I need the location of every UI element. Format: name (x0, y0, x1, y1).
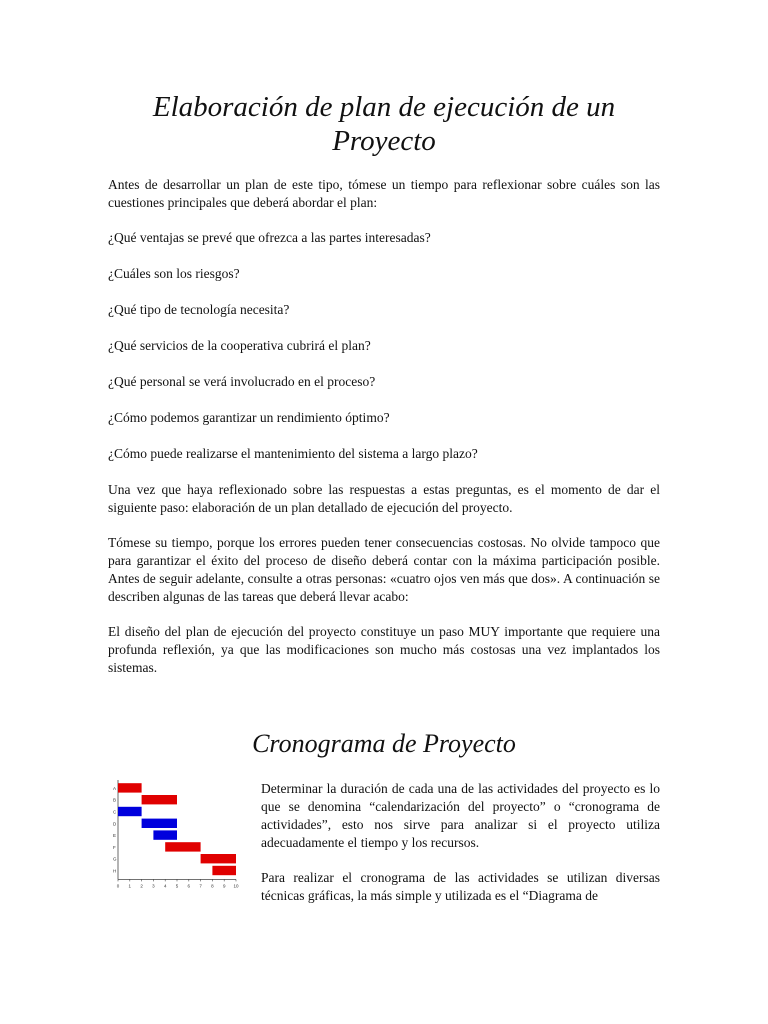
y-tick-label: G (113, 856, 117, 862)
question-item: ¿Cómo podemos garantizar un rendimiento óptimo? (108, 410, 390, 425)
question-item: ¿Cómo puede realizarse el mantenimiento del sistema a largo plazo? (108, 446, 478, 461)
gantt-bar (118, 807, 142, 816)
x-tick-label: 4 (163, 883, 167, 889)
section-title: Cronograma de Proyecto (252, 729, 516, 758)
x-tick-label: 10 (233, 883, 239, 889)
gantt-bar (142, 795, 177, 804)
section-text (261, 780, 660, 922)
x-tick-label: 2 (140, 883, 143, 889)
page-title: Elaboración de plan de ejecución de un Proyecto (152, 91, 616, 157)
y-tick-label: A (113, 785, 117, 791)
gantt-bar (201, 854, 236, 863)
y-tick-label: D (113, 821, 117, 827)
question-item: ¿Qué servicios de la cooperativa cubrirá el plan? (108, 338, 371, 353)
y-tick-label: C (113, 809, 117, 815)
paragraph: Para realizar el cronograma de las actividades se utilizan diversas técnicas gráficas, la más simple y utilizada es el “Diagrama de (261, 870, 660, 903)
question-item: ¿Qué personal se verá involucrado en el proceso? (108, 374, 376, 389)
x-tick-label: 7 (199, 883, 202, 889)
x-tick-label: 3 (152, 883, 155, 889)
gantt-chart (112, 778, 242, 920)
x-tick-label: 9 (222, 883, 226, 889)
y-tick-label: F (113, 844, 116, 850)
y-tick-label: H (113, 868, 117, 874)
question-item: ¿Cuáles son los riesgos? (108, 266, 240, 281)
paragraph: Una vez que haya reflexionado sobre las respuestas a estas preguntas, es el momento de dar el siguiente paso: elaboración de un plan detallado de ejecución del proyecto. (108, 482, 660, 515)
x-tick-label: 6 (187, 883, 191, 889)
question-item: ¿Qué tipo de tecnología necesita? (108, 302, 290, 317)
y-tick-label: B (113, 797, 117, 803)
question-item: ¿Qué ventajas se prevé que ofrezca a las partes interesadas? (108, 230, 431, 245)
x-tick-label: 1 (128, 883, 132, 889)
paragraph: El diseño del plan de ejecución del proyecto constituye un paso MUY importante que requiere una profunda reflexión, ya que las modificaciones son mucho más costosas una vez implantados los sistemas. (108, 624, 660, 675)
body-text (108, 176, 660, 694)
gantt-bar (142, 819, 177, 828)
y-tick-label: E (113, 833, 117, 839)
gantt-bar (153, 830, 177, 839)
x-tick-label: 8 (211, 883, 214, 889)
gantt-bar (212, 866, 236, 875)
x-tick-label: 5 (175, 883, 179, 889)
gantt-bar (165, 842, 200, 851)
gantt-bar (118, 783, 142, 792)
intro-paragraph: Antes de desarrollar un plan de este tipo, tómese un tiempo para reflexionar sobre cuáles son las cuestiones principales que deberá abordar el plan: (108, 177, 660, 210)
x-tick-label: 0 (116, 883, 120, 889)
paragraph: Tómese su tiempo, porque los errores pueden tener consecuencias costosas. No olvide tampoco que para garantizar el éxito del proceso de diseño deberá contar con la máxima participación posible. Antes de seguir adelante, consulte a otras personas: «cuatro ojos ven más que dos». A continuación se describen algunas de las tareas que deberá llevar acabo: (108, 535, 660, 604)
paragraph: Determinar la duración de cada una de las actividades del proyecto es lo que se denomina “calendarización del proyecto” o “cronograma de actividades”, esto nos sirve para analizar si el proyecto utiliza adecuadamente el tiempo y los recursos. (261, 781, 660, 850)
